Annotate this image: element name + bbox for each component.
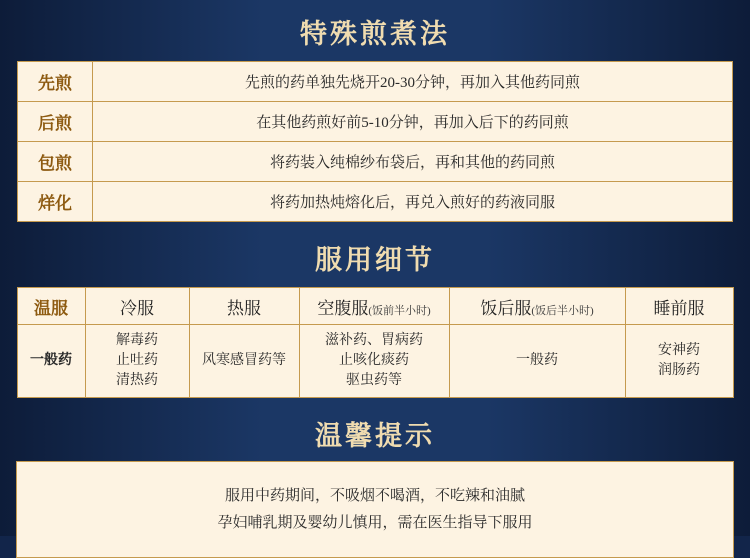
- special-decoction-table: [17, 61, 733, 222]
- column-header-label: 热服: [227, 298, 261, 318]
- row-label: 后煎: [18, 102, 93, 142]
- table-row: [18, 182, 733, 222]
- column-header-label: 空腹服: [317, 298, 369, 318]
- row-text: 在其他药煎好前5-10分钟，再加入后下的药同煎: [93, 102, 733, 142]
- row-label: 包煎: [18, 142, 93, 182]
- column-header-note: (饭后半小时): [531, 304, 594, 317]
- cell-fanhou-fu: 一般药: [449, 325, 625, 398]
- table-row: [18, 142, 733, 182]
- table-row: [18, 62, 733, 102]
- column-header: [17, 288, 85, 325]
- column-header: [189, 288, 299, 325]
- row-text: 先煎的药单独先烧开20-30分钟，再加入其他药同煎: [93, 62, 733, 102]
- cell-re-fu: 风寒感冒药等: [189, 325, 299, 398]
- column-header: [85, 288, 189, 325]
- column-header-label: 饭后服: [480, 298, 532, 318]
- row-text: 将药加热炖熔化后，再兑入煎好的药液同服: [93, 182, 733, 222]
- usage-details-table: [17, 287, 734, 398]
- usage-details-header: [17, 288, 733, 325]
- column-header-note: (饭前半小时): [368, 304, 431, 317]
- column-header: [299, 288, 449, 325]
- usage-details-body: [17, 325, 733, 398]
- cell-shuiqian-fu: 安神药 润肠药: [625, 325, 733, 398]
- warm-tips-box: [16, 461, 734, 558]
- row-label: 先煎: [18, 62, 93, 102]
- cell-wen-fu: 一般药: [17, 325, 85, 398]
- column-header-label: 睡前服: [653, 298, 705, 318]
- tip-line: 孕妇哺乳期及婴幼儿慎用，需在医生指导下服用: [217, 514, 533, 531]
- tip-line: 服用中药期间，不吸烟不喝酒，不吃辣和油腻: [224, 488, 525, 505]
- table-row: [18, 102, 733, 142]
- section-title-usage-details: 服用细节: [315, 245, 435, 275]
- column-header: [449, 288, 625, 325]
- row-label: 烊化: [18, 182, 93, 222]
- column-header-label: 温服: [34, 298, 68, 318]
- cell-leng-fu: 解毒药 止吐药 清热药: [85, 325, 189, 398]
- table-header-row: [17, 288, 733, 325]
- row-text: 将药装入纯棉纱布袋后，再和其他的药同煎: [93, 142, 733, 182]
- section-title-warm-tips: 温馨提示: [315, 421, 435, 451]
- table-row: [17, 325, 733, 398]
- cell-kongfu-fu: 滋补药、胃病药 止咳化痰药 驱虫药等: [299, 325, 449, 398]
- special-decoction-body: [18, 62, 733, 222]
- column-header-label: 冷服: [120, 298, 154, 318]
- column-header: [625, 288, 733, 325]
- section-title-special-decoction: 特殊煎煮法: [300, 19, 450, 49]
